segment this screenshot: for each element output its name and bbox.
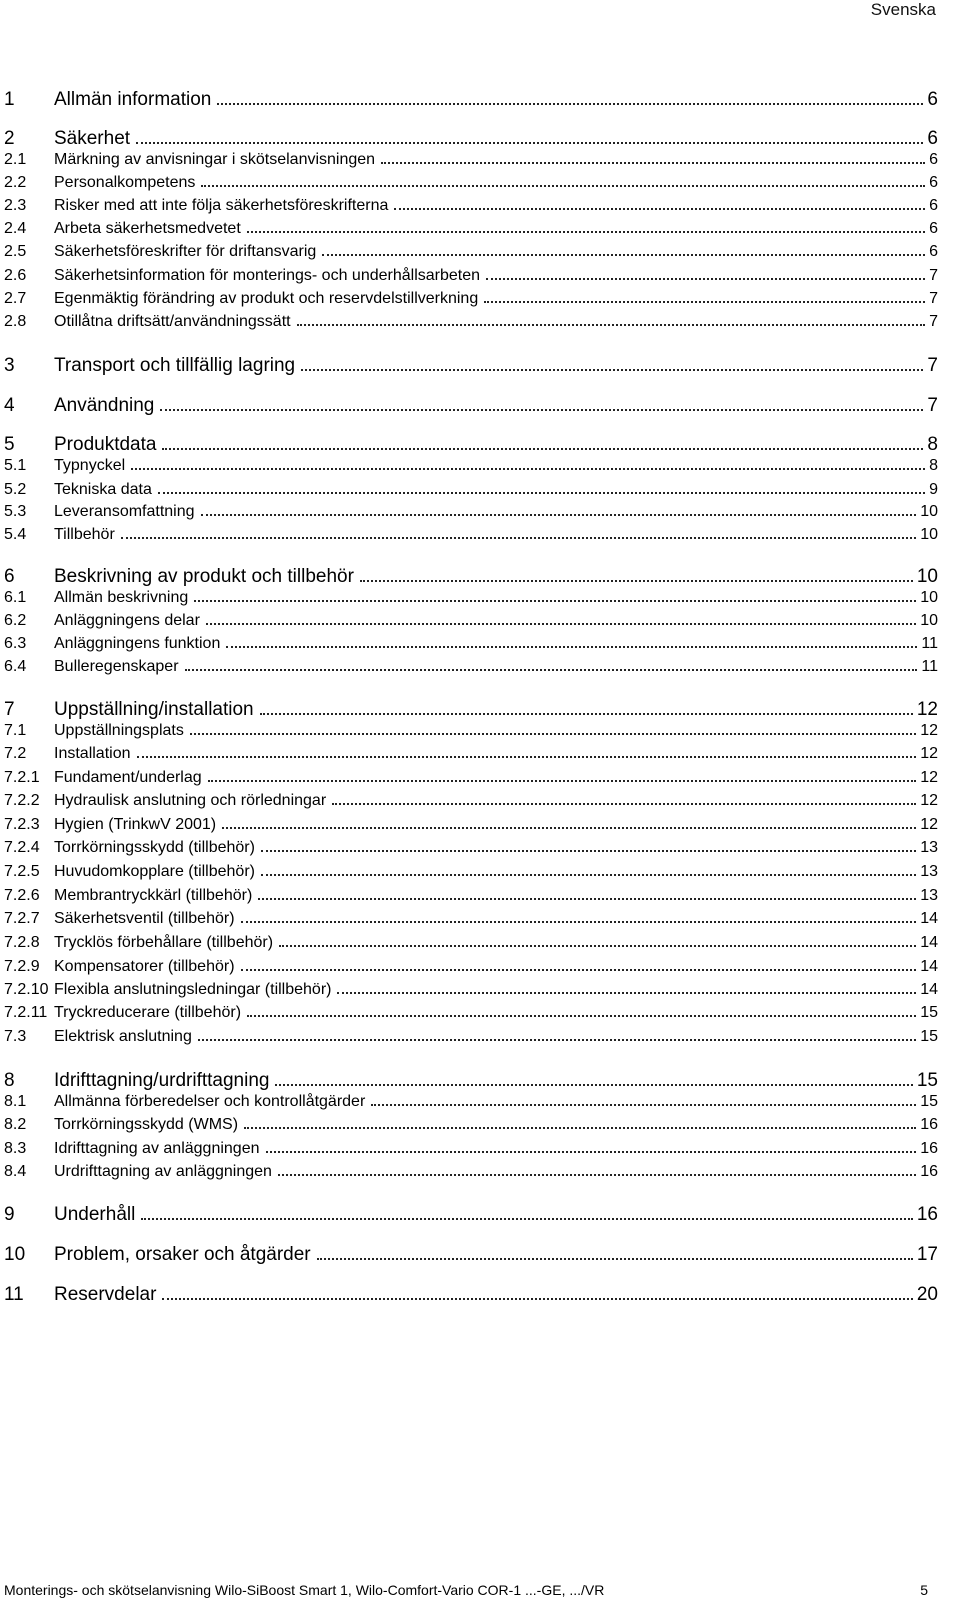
- toc-entry[interactable]: [4, 1090, 938, 1111]
- toc-entry-page: 9: [929, 481, 938, 499]
- toc-dot-leader: [301, 352, 923, 371]
- toc-dot-leader: [217, 86, 923, 105]
- toc-entry-title: Flexibla anslutningsledningar (tillbehör): [54, 981, 332, 999]
- toc-entry[interactable]: [4, 813, 938, 834]
- toc-entry[interactable]: [4, 125, 938, 150]
- toc-entry-page: 6: [929, 174, 938, 192]
- toc-entry-page: 14: [920, 981, 938, 999]
- toc-dot-leader: [201, 171, 925, 187]
- toc-entry-page: 16: [920, 1140, 938, 1158]
- toc-dot-leader: [279, 931, 916, 947]
- toc-entry-number: 4: [4, 395, 15, 417]
- toc-entry-page: 12: [920, 816, 938, 834]
- toc-entry[interactable]: [4, 955, 938, 976]
- toc-entry-number: 6.3: [4, 635, 27, 653]
- toc-entry-number: 8.3: [4, 1140, 27, 1158]
- toc-entry-number: 11: [4, 1284, 24, 1306]
- toc-entry-number: 5.1: [4, 457, 27, 475]
- toc-entry-number: 9: [4, 1204, 15, 1226]
- toc-entry-title: Elektrisk anslutning: [54, 1028, 192, 1046]
- toc-entry-page: 12: [920, 769, 938, 787]
- toc-entry[interactable]: [4, 1067, 938, 1092]
- toc-entry-number: 2.5: [4, 243, 27, 261]
- toc-entry[interactable]: [4, 742, 938, 763]
- toc-entry-page: 10: [920, 589, 938, 607]
- toc-entry-page: 7: [929, 290, 938, 308]
- toc-entry-page: 14: [920, 958, 938, 976]
- toc-entry-title: Uppställning/installation: [54, 699, 254, 721]
- toc-entry[interactable]: [4, 978, 938, 999]
- toc-dot-leader: [244, 1113, 916, 1129]
- toc-entry-number: 6.4: [4, 658, 27, 676]
- toc-entry-title: Fundament/underlag: [54, 769, 202, 787]
- toc-entry[interactable]: [4, 586, 938, 607]
- toc-entry-title: Egenmäktig förändring av produkt och reservdelstillverkning: [54, 290, 479, 308]
- toc-entry-title: Membrantryckkärl (tillbehör): [54, 887, 253, 905]
- toc-entry[interactable]: [4, 217, 938, 238]
- toc-entry[interactable]: [4, 392, 938, 417]
- toc-entry[interactable]: [4, 632, 938, 653]
- toc-entry[interactable]: [4, 907, 938, 928]
- toc-dot-leader: [247, 217, 925, 233]
- toc-entry-title: Anläggningens delar: [54, 612, 200, 630]
- toc-entry-title: Beskrivning av produkt och tillbehör: [54, 566, 354, 588]
- toc-dot-leader: [222, 813, 916, 829]
- toc-dot-leader: [131, 454, 925, 470]
- toc-entry-title: Säkerhetsventil (tillbehör): [54, 910, 235, 928]
- toc-entry-page: 13: [920, 887, 938, 905]
- toc-dot-leader: [261, 860, 916, 876]
- toc-entry-number: 5.3: [4, 503, 27, 521]
- toc-dot-leader: [162, 1281, 912, 1300]
- toc-dot-leader: [241, 955, 917, 971]
- toc-entry-number: 10: [4, 1244, 26, 1266]
- toc-entry-number: 2: [4, 128, 15, 150]
- toc-entry-title: Säkerhet: [54, 128, 131, 150]
- toc-entry[interactable]: [4, 860, 938, 881]
- toc-entry-title: Märkning av anvisningar i skötselanvisningen: [54, 151, 376, 169]
- toc-dot-leader: [190, 719, 916, 735]
- toc-dot-leader: [121, 523, 916, 539]
- toc-entry-title: Uppställningsplats: [54, 722, 184, 740]
- toc-entry-title: Reservdelar: [54, 1284, 157, 1306]
- toc-entry-page: 12: [920, 722, 938, 740]
- toc-entry[interactable]: [4, 171, 938, 192]
- toc-entry[interactable]: [4, 523, 938, 544]
- toc-entry-page: 6: [929, 197, 938, 215]
- toc-entry-title: Torrkörningsskydd (WMS): [54, 1116, 239, 1134]
- toc-entry[interactable]: [4, 478, 938, 499]
- toc-dot-leader: [194, 586, 916, 602]
- toc-entry-title: Personalkompetens: [54, 174, 196, 192]
- toc-entry-page: 15: [920, 1004, 938, 1022]
- toc-entry-number: 7.2.1: [4, 769, 40, 787]
- toc-entry-number: 7.1: [4, 722, 27, 740]
- toc-dot-leader: [160, 392, 923, 411]
- toc-entry[interactable]: [4, 1160, 938, 1181]
- toc-entry-page: 15: [920, 1093, 938, 1111]
- toc-entry-page: 13: [920, 863, 938, 881]
- toc-entry-page: 7: [927, 355, 938, 377]
- toc-entry[interactable]: [4, 655, 938, 676]
- toc-entry-number: 7: [4, 699, 15, 721]
- toc-entry-number: 5.4: [4, 526, 27, 544]
- toc-entry-page: 7: [929, 313, 938, 331]
- toc-entry-number: 2.6: [4, 267, 27, 285]
- toc-dot-leader: [371, 1090, 916, 1106]
- toc-entry-number: 7.2.6: [4, 887, 40, 905]
- toc-dot-leader: [394, 194, 925, 210]
- toc-dot-leader: [201, 500, 917, 516]
- toc-entry-title: Allmän information: [54, 89, 212, 111]
- toc-entry-number: 2.8: [4, 313, 27, 331]
- toc-entry-page: 16: [920, 1163, 938, 1181]
- toc-entry[interactable]: [4, 789, 938, 810]
- toc-dot-leader: [185, 655, 918, 671]
- toc-dot-leader: [360, 563, 913, 582]
- toc-entry-page: 10: [920, 503, 938, 521]
- toc-entry-number: 2.3: [4, 197, 27, 215]
- toc-entry-number: 7.2.10: [4, 981, 49, 999]
- toc-entry-title: Transport och tillfällig lagring: [54, 355, 296, 377]
- toc-entry-number: 7.3: [4, 1028, 27, 1046]
- toc-entry-page: 7: [927, 395, 938, 417]
- toc-entry-page: 11: [921, 635, 938, 653]
- toc-entry-page: 12: [920, 792, 938, 810]
- toc-entry-page: 6: [929, 151, 938, 169]
- toc-entry-number: 7.2.3: [4, 816, 40, 834]
- toc-dot-leader: [337, 978, 916, 994]
- toc-entry-title: Användning: [54, 395, 155, 417]
- toc-entry-number: 7.2.9: [4, 958, 40, 976]
- toc-entry-title: Risker med att inte följa säkerhetsföreskrifterna: [54, 197, 389, 215]
- toc-entry[interactable]: [4, 500, 938, 521]
- toc-entry[interactable]: [4, 609, 938, 630]
- toc-entry-title: Tillbehör: [54, 526, 115, 544]
- toc-entry[interactable]: [4, 836, 938, 857]
- toc-entry[interactable]: [4, 1113, 938, 1134]
- toc-dot-leader: [137, 742, 917, 758]
- toc-entry-title: Kompensatorer (tillbehör): [54, 958, 235, 976]
- toc-dot-leader: [198, 1025, 916, 1041]
- toc-dot-leader: [266, 1137, 917, 1153]
- toc-dot-leader: [297, 310, 926, 326]
- toc-dot-leader: [322, 240, 925, 256]
- toc-entry-title: Underhåll: [54, 1204, 136, 1226]
- toc-dot-leader: [278, 1160, 916, 1176]
- toc-entry-title: Idrifttagning av anläggningen: [54, 1140, 260, 1158]
- toc-dot-leader: [275, 1067, 912, 1086]
- toc-entry-page: 6: [929, 243, 938, 261]
- toc-entry-number: 2.7: [4, 290, 27, 308]
- toc-entry-page: 8: [927, 434, 938, 456]
- toc-entry-title: Allmän beskrivning: [54, 589, 189, 607]
- toc-dot-leader: [332, 789, 916, 805]
- toc-entry-page: 20: [916, 1284, 938, 1306]
- toc-entry-number: 5: [4, 434, 15, 456]
- footer-title: Monterings- och skötselanvisning Wilo-SiBoost Smart 1, Wilo-Comfort-Vario COR-1 ...-GE, .../VR: [4, 1582, 605, 1598]
- toc-entry-title: Tekniska data: [54, 481, 152, 499]
- toc-dot-leader: [261, 836, 916, 852]
- toc-entry-number: 2.1: [4, 151, 27, 169]
- toc-entry-title: Säkerhetsinformation för monterings- och underhållsarbeten: [54, 267, 481, 285]
- toc-dot-leader: [206, 609, 916, 625]
- toc-entry-title: Hydraulisk anslutning och rörledningar: [54, 792, 327, 810]
- toc-entry-number: 2.2: [4, 174, 27, 192]
- toc-entry-page: 10: [920, 526, 938, 544]
- toc-entry[interactable]: [4, 884, 938, 905]
- toc-dot-leader: [158, 478, 925, 494]
- toc-entry-page: 8: [929, 457, 938, 475]
- toc-entry-number: 5.2: [4, 481, 27, 499]
- toc-entry-page: 14: [920, 934, 938, 952]
- toc-entry-title: Huvudomkopplare (tillbehör): [54, 863, 255, 881]
- toc-entry[interactable]: [4, 1001, 938, 1022]
- toc-entry-number: 7.2.11: [4, 1004, 48, 1022]
- toc-dot-leader: [226, 632, 917, 648]
- toc-entry[interactable]: [4, 194, 938, 215]
- toc-dot-leader: [208, 766, 917, 782]
- toc-entry-title: Anläggningens funktion: [54, 635, 221, 653]
- toc-entry-title: Produktdata: [54, 434, 157, 456]
- toc-entry[interactable]: [4, 1201, 938, 1226]
- toc-entry-page: 7: [929, 267, 938, 285]
- toc-entry-page: 12: [916, 699, 938, 721]
- toc-dot-leader: [317, 1241, 913, 1260]
- toc-entry-title: Problem, orsaker och åtgärder: [54, 1244, 311, 1266]
- toc-entry-number: 7.2.7: [4, 910, 40, 928]
- toc-entry[interactable]: [4, 287, 938, 308]
- toc-entry[interactable]: [4, 766, 938, 787]
- toc-entry-title: Installation: [54, 745, 131, 763]
- toc-entry-number: 6.1: [4, 589, 27, 607]
- toc-entry-number: 8.4: [4, 1163, 27, 1181]
- toc-dot-leader: [381, 148, 925, 164]
- toc-entry-number: 7.2.2: [4, 792, 40, 810]
- toc-entry-page: 13: [920, 839, 938, 857]
- toc-entry[interactable]: [4, 352, 938, 377]
- toc-entry-number: 8.1: [4, 1093, 27, 1111]
- toc-entry-page: 12: [920, 745, 938, 763]
- toc-dot-leader: [136, 125, 923, 144]
- toc-entry-number: 1: [4, 89, 15, 111]
- toc-entry[interactable]: [4, 1281, 938, 1306]
- toc-entry-title: Arbeta säkerhetsmedvetet: [54, 220, 241, 238]
- toc-entry-title: Urdrifttagning av anläggningen: [54, 1163, 272, 1181]
- language-label: Svenska: [870, 0, 936, 19]
- toc-entry-number: 3: [4, 355, 15, 377]
- toc-dot-leader: [258, 884, 916, 900]
- toc-entry-page: 11: [921, 658, 938, 676]
- toc-entry[interactable]: [4, 310, 938, 331]
- toc-entry-page: 10: [916, 566, 938, 588]
- toc-entry[interactable]: [4, 1137, 938, 1158]
- page-footer: [4, 1582, 928, 1598]
- toc-entry-title: Bulleregenskaper: [54, 658, 179, 676]
- toc-dot-leader: [141, 1201, 913, 1220]
- footer-page-number: 5: [920, 1582, 928, 1598]
- toc-entry[interactable]: [4, 454, 938, 475]
- toc-dot-leader: [162, 431, 923, 450]
- toc-entry-title: Typnyckel: [54, 457, 126, 475]
- toc-entry-number: 7.2.5: [4, 863, 40, 881]
- toc-entry-page: 17: [916, 1244, 938, 1266]
- toc-entry[interactable]: [4, 148, 938, 169]
- toc-entry[interactable]: [4, 86, 938, 111]
- toc-entry-title: Trycklös förbehållare (tillbehör): [54, 934, 274, 952]
- toc-entry-number: 8.2: [4, 1116, 27, 1134]
- toc-entry-page: 10: [920, 612, 938, 630]
- toc-entry-title: Leveransomfattning: [54, 503, 195, 521]
- toc-dot-leader: [247, 1001, 916, 1017]
- toc-dot-leader: [484, 287, 925, 303]
- toc-entry-title: Allmänna förberedelser och kontrollåtgärder: [54, 1093, 366, 1111]
- toc-entry-number: 7.2: [4, 745, 27, 763]
- toc-entry[interactable]: [4, 240, 938, 261]
- toc-entry-title: Hygien (TrinkwV 2001): [54, 816, 217, 834]
- toc-entry[interactable]: [4, 931, 938, 952]
- toc-entry[interactable]: [4, 1241, 938, 1266]
- toc-entry-number: 6.2: [4, 612, 27, 630]
- toc-entry[interactable]: [4, 1025, 938, 1046]
- toc-entry[interactable]: [4, 264, 938, 285]
- toc-entry-page: 6: [927, 89, 938, 111]
- toc-entry-title: Torrkörningsskydd (tillbehör): [54, 839, 255, 857]
- toc-entry[interactable]: [4, 719, 938, 740]
- toc-entry-page: 16: [920, 1116, 938, 1134]
- toc-entry-page: 14: [920, 910, 938, 928]
- toc-dot-leader: [260, 696, 913, 715]
- toc-entry[interactable]: [4, 563, 938, 588]
- toc-entry-title: Idrifttagning/urdrifttagning: [54, 1070, 270, 1092]
- toc-entry-page: 6: [927, 128, 938, 150]
- toc-entry-page: 15: [920, 1028, 938, 1046]
- toc-entry[interactable]: [4, 431, 938, 456]
- toc-entry-page: 16: [916, 1204, 938, 1226]
- toc-entry-number: 2.4: [4, 220, 27, 238]
- toc-entry-number: 6: [4, 566, 15, 588]
- toc-entry-title: Otillåtna driftsätt/användningssätt: [54, 313, 291, 331]
- toc-entry[interactable]: [4, 696, 938, 721]
- toc-entry-number: 7.2.4: [4, 839, 40, 857]
- toc-entry-number: 7.2.8: [4, 934, 40, 952]
- toc-dot-leader: [486, 264, 925, 280]
- toc-entry-title: Tryckreducerare (tillbehör): [54, 1004, 242, 1022]
- toc-dot-leader: [241, 907, 917, 923]
- toc-entry-page: 15: [916, 1070, 938, 1092]
- toc-entry-number: 8: [4, 1070, 15, 1092]
- toc-entry-page: 6: [929, 220, 938, 238]
- toc-entry-title: Säkerhetsföreskrifter för driftansvarig: [54, 243, 317, 261]
